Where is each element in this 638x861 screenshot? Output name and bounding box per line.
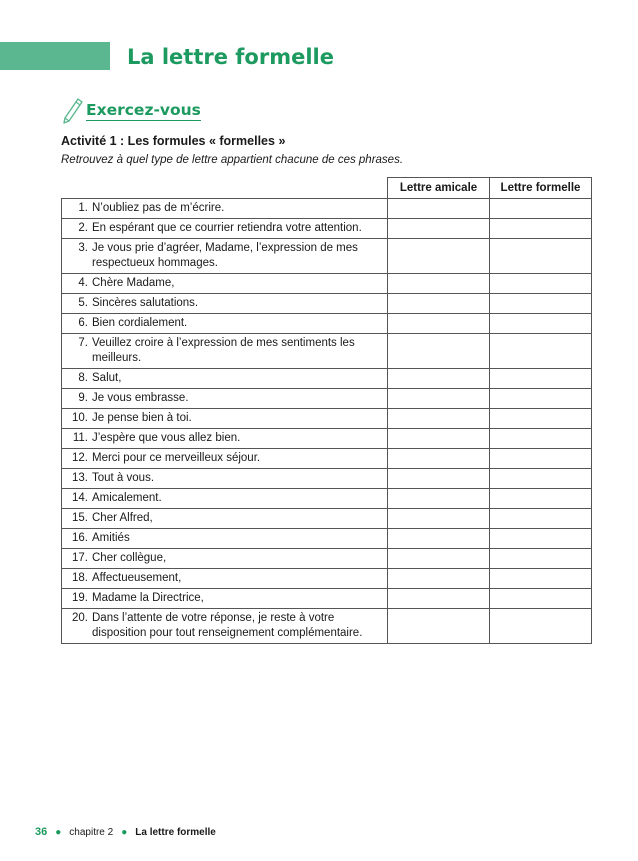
phrase-number: 7. bbox=[78, 337, 88, 349]
answer-cell-amicale[interactable] bbox=[388, 549, 490, 569]
answer-cell-amicale[interactable] bbox=[388, 609, 490, 644]
table-row bbox=[62, 314, 592, 334]
phrase-cell bbox=[62, 509, 388, 529]
table-row bbox=[62, 334, 592, 369]
answer-cell-amicale[interactable] bbox=[388, 314, 490, 334]
phrase-text: J’espère que vous allez bien. bbox=[92, 432, 241, 444]
table-row bbox=[62, 199, 592, 219]
answer-cell-formelle[interactable] bbox=[490, 569, 592, 589]
phrase-number: 11. bbox=[72, 432, 88, 444]
answer-cell-amicale[interactable] bbox=[388, 409, 490, 429]
phrase-cell bbox=[62, 549, 388, 569]
phrase-number: 2. bbox=[78, 222, 88, 234]
answer-cell-amicale[interactable] bbox=[388, 219, 490, 239]
table-body bbox=[62, 199, 592, 644]
answer-cell-formelle[interactable] bbox=[490, 369, 592, 389]
column-header-lettre-formelle: Lettre formelle bbox=[490, 178, 592, 199]
answer-cell-amicale[interactable] bbox=[388, 389, 490, 409]
phrase-text: Veuillez croire à l’expression de mes sentiments les meilleurs. bbox=[92, 337, 355, 364]
phrase-text: Je vous embrasse. bbox=[92, 392, 189, 404]
answer-cell-formelle[interactable] bbox=[490, 219, 592, 239]
exercise-table bbox=[61, 177, 592, 644]
footer-bullet: ● bbox=[121, 826, 128, 838]
table-row bbox=[62, 509, 592, 529]
phrase-cell bbox=[62, 369, 388, 389]
answer-cell-formelle[interactable] bbox=[490, 529, 592, 549]
answer-cell-formelle[interactable] bbox=[490, 239, 592, 274]
table-row bbox=[62, 609, 592, 644]
phrase-text: Bien cordialement. bbox=[92, 317, 188, 329]
phrase-cell bbox=[62, 589, 388, 609]
answer-cell-amicale[interactable] bbox=[388, 239, 490, 274]
activity-instruction: Retrouvez à quel type de lettre appartient chacune de ces phrases. bbox=[61, 154, 404, 166]
table-row bbox=[62, 449, 592, 469]
answer-cell-formelle[interactable] bbox=[490, 409, 592, 429]
phrase-cell bbox=[62, 294, 388, 314]
phrase-text: Affectueusement, bbox=[92, 572, 182, 584]
phrase-text: Tout à vous. bbox=[92, 472, 155, 484]
phrase-cell bbox=[62, 409, 388, 429]
footer-bullet: ● bbox=[55, 826, 62, 838]
table-row bbox=[62, 429, 592, 449]
phrase-number: 1. bbox=[78, 202, 88, 214]
footer-chapter-title: La lettre formelle bbox=[135, 826, 216, 838]
phrase-number: 9. bbox=[78, 392, 88, 404]
answer-cell-amicale[interactable] bbox=[388, 334, 490, 369]
phrase-cell bbox=[62, 199, 388, 219]
phrase-text: Cher collègue, bbox=[92, 552, 167, 564]
phrase-cell bbox=[62, 569, 388, 589]
answer-cell-formelle[interactable] bbox=[490, 549, 592, 569]
answer-cell-amicale[interactable] bbox=[388, 369, 490, 389]
section-heading bbox=[62, 96, 201, 126]
answer-cell-amicale[interactable] bbox=[388, 429, 490, 449]
phrase-text: En espérant que ce courrier retiendra votre attention. bbox=[92, 222, 362, 234]
answer-cell-formelle[interactable] bbox=[490, 469, 592, 489]
answer-cell-amicale[interactable] bbox=[388, 529, 490, 549]
table-row bbox=[62, 274, 592, 294]
page-footer bbox=[35, 826, 216, 838]
table-header-blank bbox=[62, 178, 388, 199]
table-row bbox=[62, 569, 592, 589]
phrase-number: 14. bbox=[72, 492, 88, 504]
answer-cell-formelle[interactable] bbox=[490, 389, 592, 409]
phrase-text: Madame la Directrice, bbox=[92, 592, 204, 604]
phrase-number: 5. bbox=[78, 297, 88, 309]
table-row bbox=[62, 219, 592, 239]
phrase-number: 4. bbox=[78, 277, 88, 289]
section-title: Exercez-vous bbox=[86, 101, 201, 119]
phrase-text: Amitiés bbox=[92, 532, 130, 544]
answer-cell-formelle[interactable] bbox=[490, 429, 592, 449]
phrase-number: 10. bbox=[72, 412, 88, 424]
phrase-number: 19. bbox=[72, 592, 88, 604]
phrase-cell bbox=[62, 489, 388, 509]
phrase-text: Salut, bbox=[92, 372, 122, 384]
phrase-text: Merci pour ce merveilleux séjour. bbox=[92, 452, 261, 464]
phrase-cell bbox=[62, 389, 388, 409]
answer-cell-formelle[interactable] bbox=[490, 609, 592, 644]
phrase-text: Je vous prie d’agréer, Madame, l’expression de mes respectueux hommages. bbox=[92, 242, 358, 269]
answer-cell-amicale[interactable] bbox=[388, 589, 490, 609]
phrase-number: 8. bbox=[78, 372, 88, 384]
phrase-text: Sincères salutations. bbox=[92, 297, 199, 309]
phrase-cell bbox=[62, 239, 388, 274]
phrase-text: Chère Madame, bbox=[92, 277, 175, 289]
answer-cell-formelle[interactable] bbox=[490, 274, 592, 294]
phrase-number: 16. bbox=[72, 532, 88, 544]
table-row bbox=[62, 589, 592, 609]
phrase-cell bbox=[62, 449, 388, 469]
phrase-text: Cher Alfred, bbox=[92, 512, 153, 524]
answer-cell-formelle[interactable] bbox=[490, 449, 592, 469]
table-row bbox=[62, 409, 592, 429]
table-row bbox=[62, 489, 592, 509]
phrase-cell bbox=[62, 334, 388, 369]
phrase-cell bbox=[62, 219, 388, 239]
table-row bbox=[62, 369, 592, 389]
answer-cell-formelle[interactable] bbox=[490, 334, 592, 369]
answer-cell-formelle[interactable] bbox=[490, 294, 592, 314]
answer-cell-amicale[interactable] bbox=[388, 274, 490, 294]
answer-cell-amicale[interactable] bbox=[388, 294, 490, 314]
answer-cell-formelle[interactable] bbox=[490, 489, 592, 509]
answer-cell-formelle[interactable] bbox=[490, 199, 592, 219]
phrase-cell bbox=[62, 314, 388, 334]
answer-cell-amicale[interactable] bbox=[388, 449, 490, 469]
phrase-cell bbox=[62, 429, 388, 449]
phrase-text: Je pense bien à toi. bbox=[92, 412, 192, 424]
answer-cell-formelle[interactable] bbox=[490, 509, 592, 529]
answer-cell-amicale[interactable] bbox=[388, 199, 490, 219]
phrase-number: 12. bbox=[72, 452, 88, 464]
phrase-text: Amicalement. bbox=[92, 492, 162, 504]
table-row bbox=[62, 239, 592, 274]
phrase-number: 15. bbox=[72, 512, 88, 524]
phrase-number: 20. bbox=[72, 612, 88, 624]
table-row bbox=[62, 549, 592, 569]
phrase-cell bbox=[62, 469, 388, 489]
phrase-number: 6. bbox=[78, 317, 88, 329]
table-row bbox=[62, 469, 592, 489]
table-row bbox=[62, 294, 592, 314]
phrase-cell bbox=[62, 529, 388, 549]
pencil-icon bbox=[62, 97, 84, 125]
phrase-number: 3. bbox=[78, 242, 88, 254]
phrase-text: N’oubliez pas de m’écrire. bbox=[92, 202, 225, 214]
phrase-cell bbox=[62, 609, 388, 644]
phrase-number: 18. bbox=[72, 572, 88, 584]
answer-cell-amicale[interactable] bbox=[388, 569, 490, 589]
header-color-bar bbox=[0, 42, 110, 70]
phrase-number: 13. bbox=[72, 472, 88, 484]
phrase-text: Dans l’attente de votre réponse, je reste à votre disposition pour tout renseignement complémentaire. bbox=[92, 612, 363, 639]
answer-cell-amicale[interactable] bbox=[388, 489, 490, 509]
table-row bbox=[62, 529, 592, 549]
footer-chapter: chapitre 2 bbox=[69, 826, 114, 838]
phrase-cell bbox=[62, 274, 388, 294]
page-title: La lettre formelle bbox=[127, 45, 334, 69]
answer-cell-formelle[interactable] bbox=[490, 314, 592, 334]
activity-title: Activité 1 : Les formules « formelles » bbox=[61, 134, 286, 148]
column-header-lettre-amicale: Lettre amicale bbox=[388, 178, 490, 199]
table-row bbox=[62, 389, 592, 409]
answer-cell-formelle[interactable] bbox=[490, 589, 592, 609]
page-number: 36 bbox=[35, 826, 48, 838]
answer-cell-amicale[interactable] bbox=[388, 469, 490, 489]
phrase-number: 17. bbox=[72, 552, 88, 564]
answer-cell-amicale[interactable] bbox=[388, 509, 490, 529]
